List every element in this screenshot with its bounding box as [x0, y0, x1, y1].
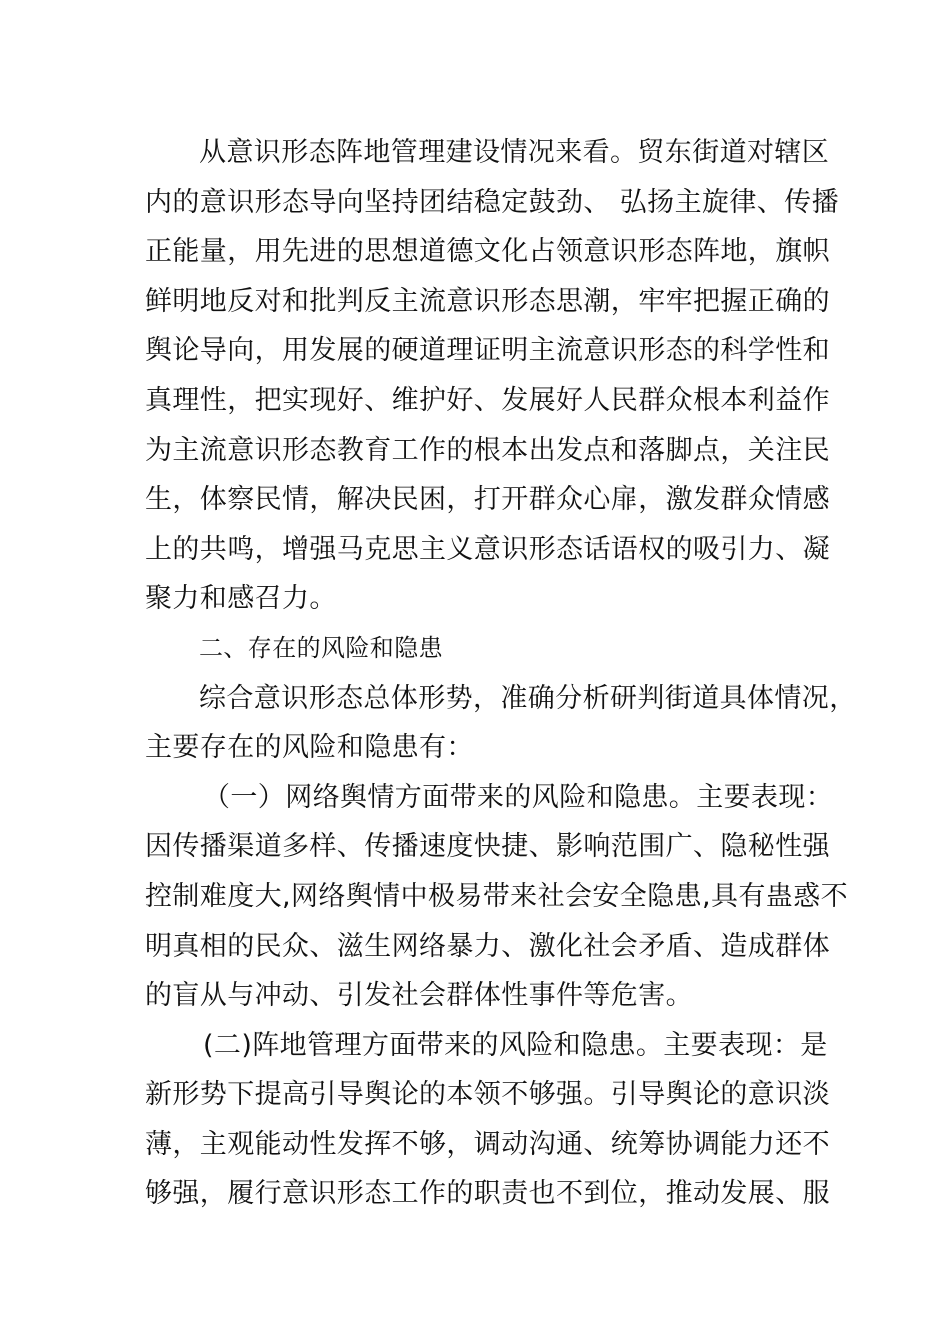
- section-heading-risks: [145, 624, 835, 674]
- text-line: 聚力和感召力。: [145, 583, 337, 615]
- paragraph-position-management-risk: [145, 1021, 835, 1219]
- text-line: 内的意识形态导向坚持团结稳定鼓劲、 弘扬主旋律、传播: [145, 186, 839, 218]
- text-line: 从意识形态阵地管理建设情况来看。贸东街道对辖区: [199, 137, 830, 168]
- document-body: [145, 128, 857, 1219]
- text-line: 生，体察民情，解决民困，打开群众心扉，激发群众情感: [145, 484, 830, 516]
- text-line: 薄，主观能动性发挥不够，调动沟通、统筹协调能力还不: [145, 1128, 830, 1160]
- section-heading-text: 二、存在的风险和隐患: [199, 633, 443, 662]
- text-line: 的盲从与冲动、引发社会群体性事件等危害。: [145, 980, 693, 1012]
- text-line: (二)阵地管理方面带来的风险和隐患。主要表现：是: [203, 1029, 828, 1061]
- text-line: 真理性，把实现好、维护好、发展好人民群众根本利益作: [145, 384, 830, 416]
- text-line: 新形势下提高引导舆论的本领不够强。引导舆论的意识淡: [145, 1079, 830, 1111]
- paragraph-network-opinion-risk: [145, 773, 848, 1021]
- text-line: （一）网络舆情方面带来的风险和隐患。主要表现：: [203, 781, 834, 813]
- text-line: 正能量，用先进的思想道德文化占领意识形态阵地，旗帜: [145, 236, 830, 268]
- text-line: 因传播渠道多样、传播速度快捷、影响范围广、隐秘性强: [145, 831, 830, 863]
- text-line: 为主流意识形态教育工作的根本出发点和落脚点，关注民: [145, 434, 830, 466]
- text-line: 控制难度大,网络舆情中极易带来社会安全隐患,具有蛊惑不: [145, 880, 848, 912]
- text-line: 综合意识形态总体形势，准确分析研判街道具体情况，: [199, 682, 857, 714]
- text-line: 够强，履行意识形态工作的职责也不到位，推动发展、服: [145, 1178, 830, 1210]
- paragraph-ideology-position: [145, 128, 839, 624]
- text-line: 主要存在的风险和隐患有：: [145, 732, 474, 764]
- text-line: 上的共鸣，增强马克思主义意识形态话语权的吸引力、凝: [145, 533, 830, 565]
- text-line: 明真相的民众、滋生网络暴力、激化社会矛盾、造成群体: [145, 930, 830, 962]
- text-line: 鲜明地反对和批判反主流意识形态思潮，牢牢把握正确的: [145, 285, 830, 317]
- paragraph-risk-overview: [145, 674, 857, 773]
- text-line: 舆论导向，用发展的硬道理证明主流意识形态的科学性和: [145, 335, 830, 367]
